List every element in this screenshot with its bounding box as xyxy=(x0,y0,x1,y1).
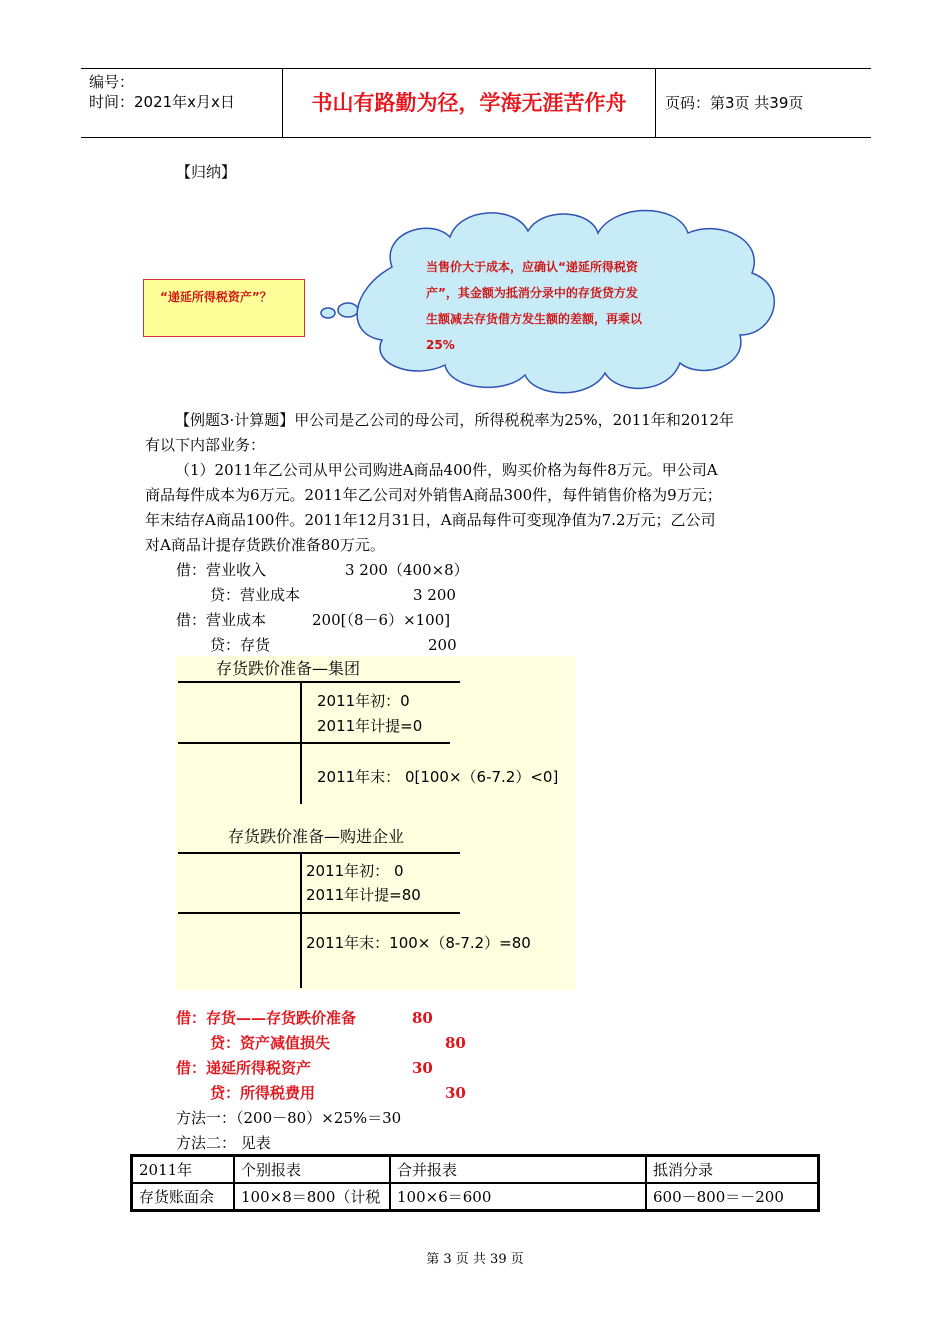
t-account-provision: 2011年计提=80 xyxy=(306,886,421,904)
table-header-cell: 抵消分录 xyxy=(646,1156,818,1183)
red-entry-amount: 80 xyxy=(445,1034,466,1052)
entry-amount: 200[（8－6）×100] xyxy=(312,611,451,629)
table-row xyxy=(132,1183,818,1210)
red-entry-amount: 30 xyxy=(445,1084,466,1102)
red-entry-label: 贷：所得税费用 xyxy=(210,1084,316,1102)
t-account-hline xyxy=(178,852,460,854)
comparison-table xyxy=(130,1154,820,1212)
entry-amount: 200 xyxy=(428,636,457,654)
entry-amount: 3 200（400×8） xyxy=(345,561,469,579)
page-header xyxy=(81,68,871,138)
t-account-end: 2011年末： 0[100×（6-7.2）<0] xyxy=(317,768,559,786)
entry-label: 贷：营业成本 xyxy=(210,586,301,604)
method-two: 方法二： 见表 xyxy=(176,1134,271,1152)
entry-amount: 3 200 xyxy=(413,586,456,604)
cloud-line: 产”，其金额为抵消分录中的存货贷方发 xyxy=(426,286,638,300)
case-line: 对A商品计提存货跌价准备80万元。 xyxy=(145,536,385,554)
cloud-line: 当售价大于成本，应确认“递延所得税资 xyxy=(426,260,638,274)
case-line: 商品每件成本为6万元。2011年乙公司对外销售A商品300件，每件销售价格为9万元； xyxy=(145,486,722,504)
question-box xyxy=(143,279,305,337)
table-cell: 100×8＝800（计税 xyxy=(234,1183,390,1210)
t-account-group xyxy=(176,656,575,808)
table-cell: 存货账面余 xyxy=(132,1183,234,1210)
page-footer: 第 3 页 共 39 页 xyxy=(426,1252,524,1267)
table-header-cell: 个别报表 xyxy=(234,1156,390,1183)
t-account-begin: 2011年初：0 xyxy=(317,692,410,710)
cloud-text xyxy=(426,254,642,358)
t-account-midline xyxy=(178,912,460,914)
page-label: 页码：第3页 共39页 xyxy=(665,94,804,112)
table-cell: 100×6＝600 xyxy=(390,1183,646,1210)
number-label: 编号： xyxy=(89,73,135,91)
t-account-purchaser xyxy=(176,808,575,990)
cloud-line: 生额减去存货借方发生额的差额，再乘以 xyxy=(426,312,643,326)
red-entry-label: 借：存货——存货跌价准备 xyxy=(176,1009,357,1027)
t-account-hline xyxy=(178,681,460,683)
t-account-provision: 2011年计提=0 xyxy=(317,717,423,735)
table-header-cell: 2011年 xyxy=(132,1156,234,1183)
table-cell: 600－800＝－200 xyxy=(646,1183,818,1210)
header-meta xyxy=(81,69,283,137)
entry-label: 借：营业成本 xyxy=(176,611,267,629)
table-header-row xyxy=(132,1156,818,1183)
red-entry-amount: 80 xyxy=(412,1009,433,1027)
table-header-cell: 合并报表 xyxy=(390,1156,646,1183)
example-line: 【例题3·计算题】甲公司是乙公司的母公司，所得税税率为25%，2011年和2012年 xyxy=(175,411,735,429)
example-line: 有以下内部业务： xyxy=(145,436,266,454)
red-entry-label: 借：递延所得税资产 xyxy=(176,1059,312,1077)
case-line: （1）2011年乙公司从甲公司购进A商品400件，购买价格为每件8万元。甲公司A xyxy=(175,461,718,479)
red-entry-label: 贷：资产减值损失 xyxy=(210,1034,331,1052)
case-line: 年末结存A商品100件。2011年12月31日，A商品每件可变现净值为7.2万元；乙公司 xyxy=(145,511,716,529)
entry-label: 贷：存货 xyxy=(210,636,271,654)
summary-heading: 【归纳】 xyxy=(176,163,237,181)
t-account-vline xyxy=(300,852,302,988)
t-account-title: 存货跌价准备—购进企业 xyxy=(228,827,405,846)
t-account-title: 存货跌价准备—集团 xyxy=(216,659,361,678)
entry-label: 借：营业收入 xyxy=(176,561,267,579)
example-intro xyxy=(145,408,810,558)
method-one: 方法一：（200－80）×25%＝30 xyxy=(176,1109,402,1127)
cloud-line: 25% xyxy=(426,338,455,352)
t-account-midline xyxy=(178,742,450,744)
red-entry-amount: 30 xyxy=(412,1059,433,1077)
motto: 书山有路勤为径，学海无涯苦作舟 xyxy=(283,69,656,137)
t-account-begin: 2011年初： 0 xyxy=(306,862,404,880)
date-label: 时间：2021年x月x日 xyxy=(89,93,235,111)
t-account-end: 2011年末：100×（8-7.2）=80 xyxy=(306,934,531,952)
question-text: “递延所得税资产”？ xyxy=(160,290,272,304)
